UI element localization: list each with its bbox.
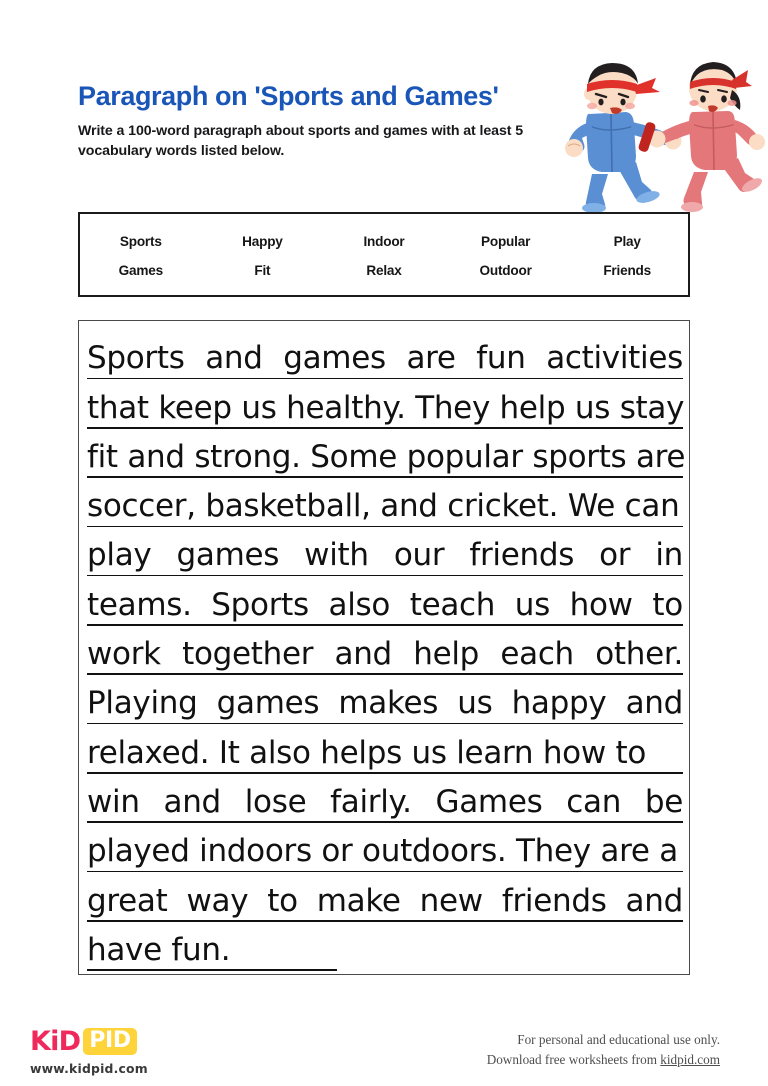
paragraph-line-text <box>87 438 686 475</box>
paragraph-word: and <box>163 783 221 820</box>
paragraph-word: to <box>267 882 298 919</box>
paragraph-line-text <box>87 488 683 525</box>
logo-mark <box>30 1026 250 1056</box>
paragraph-word: how <box>569 586 633 623</box>
paragraph-word: make <box>316 882 401 919</box>
worksheet-header <box>78 82 690 161</box>
paragraph-word: each <box>500 636 574 673</box>
paragraph-word: Playing <box>87 685 198 722</box>
paragraph-line-text <box>87 783 683 820</box>
writing-rule-line <box>87 723 683 725</box>
vocabulary-word: Friends <box>603 262 652 278</box>
writing-rule-line <box>87 821 683 823</box>
paragraph-word: our <box>393 537 445 574</box>
paragraph-word: or <box>311 833 353 870</box>
paragraph-word: and <box>117 438 185 475</box>
paragraph-line-text <box>87 833 683 870</box>
paragraph-word: fit <box>87 438 118 475</box>
credit-download-prefix: Download free worksheets from <box>486 1052 661 1068</box>
paragraph-line <box>87 381 683 430</box>
paragraph-word: with <box>304 537 369 574</box>
paragraph-line-text <box>87 685 683 722</box>
paragraph-word: happy <box>511 685 607 722</box>
paragraph-line-text <box>87 636 683 673</box>
paragraph-line <box>87 628 683 677</box>
paragraph-line-text <box>87 882 683 919</box>
paragraph-word: activities <box>546 340 683 377</box>
paragraph-word: healthy. <box>276 389 406 426</box>
kidpid-logo <box>30 1026 250 1076</box>
paragraph-word: Games <box>435 783 543 820</box>
paragraph-word: They <box>506 833 591 870</box>
paragraph-word: are <box>626 438 686 475</box>
paragraph-word: to <box>652 586 683 623</box>
paragraph-word: a <box>649 833 678 870</box>
paragraph-word: how <box>533 734 606 771</box>
paragraph-word: strong. <box>184 438 301 475</box>
paragraph-word: games <box>283 340 386 377</box>
paragraph-word: lose <box>244 783 307 820</box>
paragraph-word: basketball, <box>195 488 371 525</box>
paragraph-word: can <box>566 783 622 820</box>
paragraph-word: games <box>216 685 320 722</box>
paragraph-word: us <box>457 685 493 722</box>
writing-rule-line <box>87 624 683 626</box>
paragraph-word: new <box>419 882 483 919</box>
writing-rule-line <box>87 575 683 577</box>
paragraph-word: Sports <box>87 340 185 377</box>
paragraph-word: in <box>655 537 683 574</box>
paragraph-line <box>87 776 683 825</box>
writing-rule-line <box>87 476 683 478</box>
vocabulary-word-bank <box>78 212 690 297</box>
paragraph-line <box>87 480 683 529</box>
paragraph-line <box>87 677 683 726</box>
paragraph-word: can <box>615 488 680 525</box>
paragraph-word: They <box>405 389 490 426</box>
vocabulary-row <box>80 234 688 249</box>
paragraph-word: together <box>182 636 314 673</box>
page-title: Paragraph on 'Sports and Games' <box>78 81 499 111</box>
paragraph-word: that <box>87 389 149 426</box>
paragraph-word: sports <box>522 438 627 475</box>
vocabulary-word: Popular <box>480 233 531 249</box>
paragraph-line-text <box>87 931 683 968</box>
paragraph-word: relaxed. <box>87 734 210 771</box>
vocabulary-word: Happy <box>242 233 283 249</box>
writing-rule-line <box>87 871 683 873</box>
paragraph-line <box>87 874 683 923</box>
paragraph-line <box>87 332 683 381</box>
paragraph-word: and <box>205 340 263 377</box>
paragraph-word: soccer, <box>87 488 196 525</box>
paragraph-word: also <box>328 586 391 623</box>
paragraph-word: way <box>186 882 249 919</box>
paragraph-word: us <box>401 734 447 771</box>
logo-url-text: www.kidpid.com <box>30 1061 148 1076</box>
paragraph-word: or <box>599 537 631 574</box>
paragraph-word: other. <box>595 636 683 673</box>
paragraph-word: are <box>590 833 650 870</box>
vocabulary-word: Relax <box>366 262 402 278</box>
vocabulary-word: Outdoor <box>479 262 532 278</box>
paragraph-word: fun. <box>161 931 231 968</box>
paragraph-word: play <box>87 537 152 574</box>
logo-pid-badge: PID <box>83 1028 137 1055</box>
paragraph-word: also <box>239 734 311 771</box>
paragraph-word: played <box>87 833 190 870</box>
paragraph-word: outdoors. <box>352 833 507 870</box>
paragraph-word: learn <box>446 734 534 771</box>
credit-line-download <box>487 1050 720 1070</box>
paragraph-word: We <box>558 488 616 525</box>
logo-kid-text: KiD <box>30 1025 81 1057</box>
writing-rule-line <box>87 772 683 774</box>
paragraph-line <box>87 578 683 627</box>
writing-rule-line <box>87 378 683 380</box>
paragraph-word: us <box>231 389 277 426</box>
paragraph-word: are <box>406 340 456 377</box>
paragraph-word: and <box>625 685 683 722</box>
instructions-text: Write a 100-word paragraph about sports and games with at least 5 vocabulary words listed below. <box>78 122 523 159</box>
paragraph-line <box>87 726 683 775</box>
vocabulary-word: Play <box>613 233 641 249</box>
paragraph-word: help <box>413 636 480 673</box>
paragraph-line <box>87 825 683 874</box>
paragraph-line-text <box>87 586 683 623</box>
paragraph-word: keep <box>148 389 232 426</box>
paragraph-word: It <box>209 734 240 771</box>
writing-rule-line <box>87 427 683 429</box>
paragraph-line-text <box>87 389 685 426</box>
vocabulary-word: Games <box>118 262 163 278</box>
page-footer <box>0 1010 768 1086</box>
paragraph-line-text <box>87 340 683 377</box>
paragraph-word: win <box>87 783 140 820</box>
paragraph-word: fairly. <box>330 783 412 820</box>
paragraph-word: teams. <box>87 586 192 623</box>
paragraph-word: friends <box>469 537 575 574</box>
paragraph-word: and <box>625 882 683 919</box>
paragraph-word: makes <box>338 685 439 722</box>
writing-rule-line <box>87 920 683 922</box>
writing-rule-line <box>87 969 337 971</box>
paragraph-word: have <box>87 931 162 968</box>
paragraph-word: Some <box>300 438 398 475</box>
paragraph-word: friends <box>501 882 607 919</box>
paragraph-lines <box>87 332 686 973</box>
paragraph-word: to <box>605 734 646 771</box>
credits-block <box>487 1030 720 1071</box>
writing-rule-line <box>87 673 683 675</box>
credit-line-personal-use: For personal and educational use only. <box>517 1032 720 1047</box>
paragraph-word: indoors <box>189 833 312 870</box>
vocabulary-word: Sports <box>119 233 162 249</box>
paragraph-line-text <box>87 537 683 574</box>
paragraph-line-text <box>87 734 683 771</box>
paragraph-word: work <box>87 636 161 673</box>
paragraph-word: and <box>334 636 392 673</box>
paragraph-word: stay <box>610 389 685 426</box>
paragraph-word: games <box>176 537 280 574</box>
paragraph-word: Sports <box>211 586 309 623</box>
paragraph-word: great <box>87 882 168 919</box>
paragraph-word: us <box>514 586 550 623</box>
paragraph-word: be <box>644 783 683 820</box>
paragraph-word: help <box>490 389 566 426</box>
writing-rule-line <box>87 526 683 528</box>
paragraph-line <box>87 431 686 480</box>
paragraph-word: and <box>370 488 438 525</box>
paragraph-answer-box[interactable] <box>78 320 690 975</box>
paragraph-word: popular <box>397 438 523 475</box>
kidpid-link[interactable]: kidpid.com <box>660 1052 720 1068</box>
vocabulary-word: Indoor <box>363 233 405 249</box>
paragraph-word: helps <box>310 734 402 771</box>
paragraph-word: fun <box>476 340 526 377</box>
paragraph-word: us <box>565 389 611 426</box>
paragraph-line <box>87 529 683 578</box>
vocabulary-word: Fit <box>254 262 271 278</box>
vocabulary-row <box>80 263 688 278</box>
paragraph-word: cricket. <box>437 488 559 525</box>
paragraph-line <box>87 924 683 973</box>
paragraph-word: teach <box>409 586 496 623</box>
